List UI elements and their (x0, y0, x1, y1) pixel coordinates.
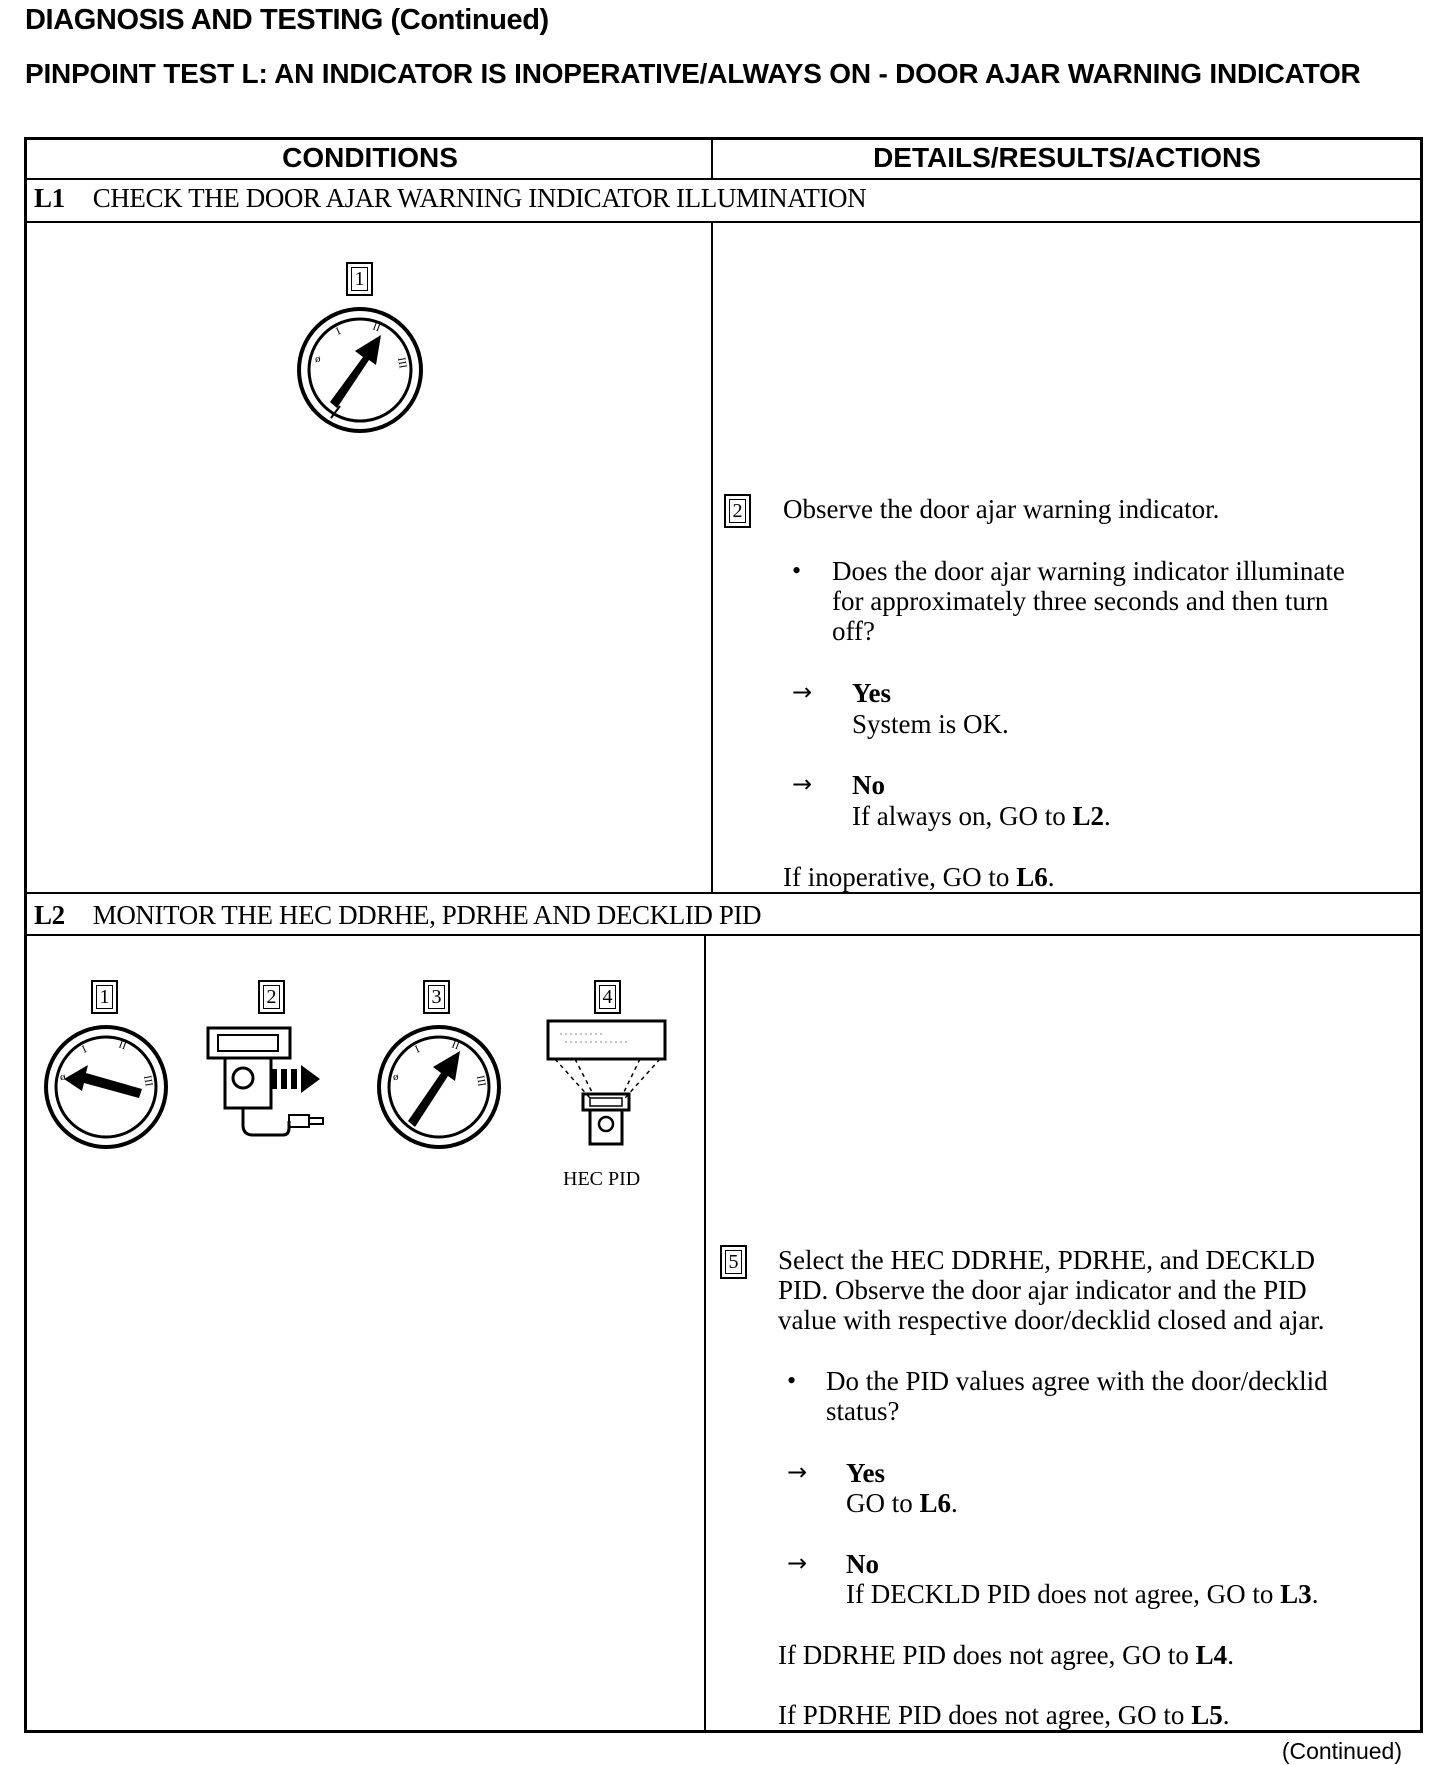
l2-ddrhe-text: If DDRHE PID does not agree, GO to L4. (778, 1640, 1234, 1670)
illustration-number-3: 3 (423, 980, 450, 1014)
step-title: MONITOR THE HEC DDRHE, PDRHE AND DECKLID PID (92, 900, 762, 930)
hec-pid-scan-tool-icon (545, 1018, 670, 1148)
arrow-icon: → (792, 678, 813, 706)
goto-l2-link[interactable]: L2 (1072, 801, 1104, 831)
svg-text:ø: ø (393, 1071, 399, 1083)
arrow-icon: → (787, 1458, 808, 1486)
column-divider-l2 (704, 934, 706, 1733)
l2-pdrhe-text: If PDRHE PID does not agree, GO to L5. (778, 1700, 1230, 1730)
ignition-key-run-icon (375, 1023, 503, 1151)
pinpoint-test-title: PINPOINT TEST L: AN INDICATOR IS INOPERATIVE/ALWAYS ON - DOOR AJAR WARNING INDICATOR (25, 58, 1361, 89)
svg-text:II: II (449, 1038, 461, 1053)
l1-instruction: Observe the door ajar warning indicator. (783, 494, 1220, 524)
goto-l6-link[interactable]: L6 (1016, 862, 1048, 892)
details-column-header: DETAILS/RESULTS/ACTIONS (873, 142, 1261, 173)
svg-text:I: I (334, 325, 343, 338)
step-id: L2 (34, 900, 65, 930)
illustration-number-1: 1 (346, 262, 373, 296)
svg-text:III: III (395, 356, 409, 370)
step-number-5: 5 (720, 1245, 747, 1279)
scan-tool-connect-icon (205, 1025, 340, 1145)
ignition-key-off-icon (42, 1023, 170, 1151)
step-l1-title (34, 183, 866, 214)
l2-no-text: If DECKLD PID does not agree, GO to L3. (846, 1579, 1319, 1609)
goto-l6-link[interactable]: L6 (919, 1488, 952, 1518)
svg-text:III: III (474, 1074, 488, 1088)
pinpoint-test-table (24, 137, 1423, 1733)
l2-instruction: Select the HEC DDRHE, PDRHE, and DECKLD PID. Observe the door ajar indicator and the PID value with respective door/decklid closed and ajar. (778, 1245, 1325, 1335)
step-id: L1 (34, 183, 65, 213)
illustration-number-1: 1 (91, 980, 118, 1014)
step-title: CHECK THE DOOR AJAR WARNING INDICATOR ILLUMINATION (92, 183, 867, 213)
svg-text:II: II (370, 320, 382, 335)
step-l2-title (34, 900, 761, 931)
bullet: • (787, 1366, 797, 1395)
svg-text:ø: ø (315, 353, 321, 365)
hec-pid-caption: HEC PID (563, 1168, 641, 1190)
goto-l4-link[interactable]: L4 (1195, 1640, 1228, 1670)
conditions-column-header: CONDITIONS (282, 142, 458, 173)
l2-top-divider (24, 892, 1423, 894)
l1-yes-label: Yes (852, 678, 891, 708)
arrow-icon: → (792, 770, 813, 798)
l2-question: Do the PID values agree with the door/decklid status? (826, 1366, 1328, 1426)
l1-yes-text: System is OK. (852, 709, 1009, 739)
l2-no-label: No (846, 1549, 879, 1579)
svg-text:III: III (141, 1074, 155, 1088)
svg-text:I: I (413, 1043, 422, 1056)
l2-title-divider (24, 934, 1423, 936)
goto-l3-link[interactable]: L3 (1280, 1579, 1312, 1609)
l1-title-divider (24, 221, 1423, 223)
illustration-number-2: 2 (258, 980, 285, 1014)
l2-yes-label: Yes (846, 1458, 885, 1488)
section-heading: DIAGNOSIS AND TESTING (Continued) (25, 4, 549, 36)
l1-inop-text: If inoperative, GO to L6. (783, 862, 1055, 892)
l2-yes-text: GO to L6. (846, 1488, 958, 1518)
arrow-icon: → (787, 1549, 808, 1577)
l1-question: Does the door ajar warning indicator illuminate for approximately three seconds and then turn off? (832, 556, 1345, 646)
step-number-2: 2 (724, 494, 751, 528)
svg-text:I: I (80, 1043, 89, 1056)
header-row-divider (24, 178, 1423, 180)
l1-no-text: If always on, GO to L2. (852, 801, 1111, 831)
svg-text:ø: ø (60, 1071, 66, 1083)
goto-l5-link[interactable]: L5 (1191, 1700, 1223, 1730)
illustration-number-4: 4 (594, 980, 621, 1014)
column-divider-l1 (711, 221, 713, 894)
ignition-key-run-icon (295, 305, 425, 435)
bullet: • (792, 556, 802, 585)
l1-no-label: No (852, 770, 885, 800)
svg-text:II: II (116, 1038, 128, 1053)
continued-footer: (Continued) (1281, 1738, 1402, 1764)
